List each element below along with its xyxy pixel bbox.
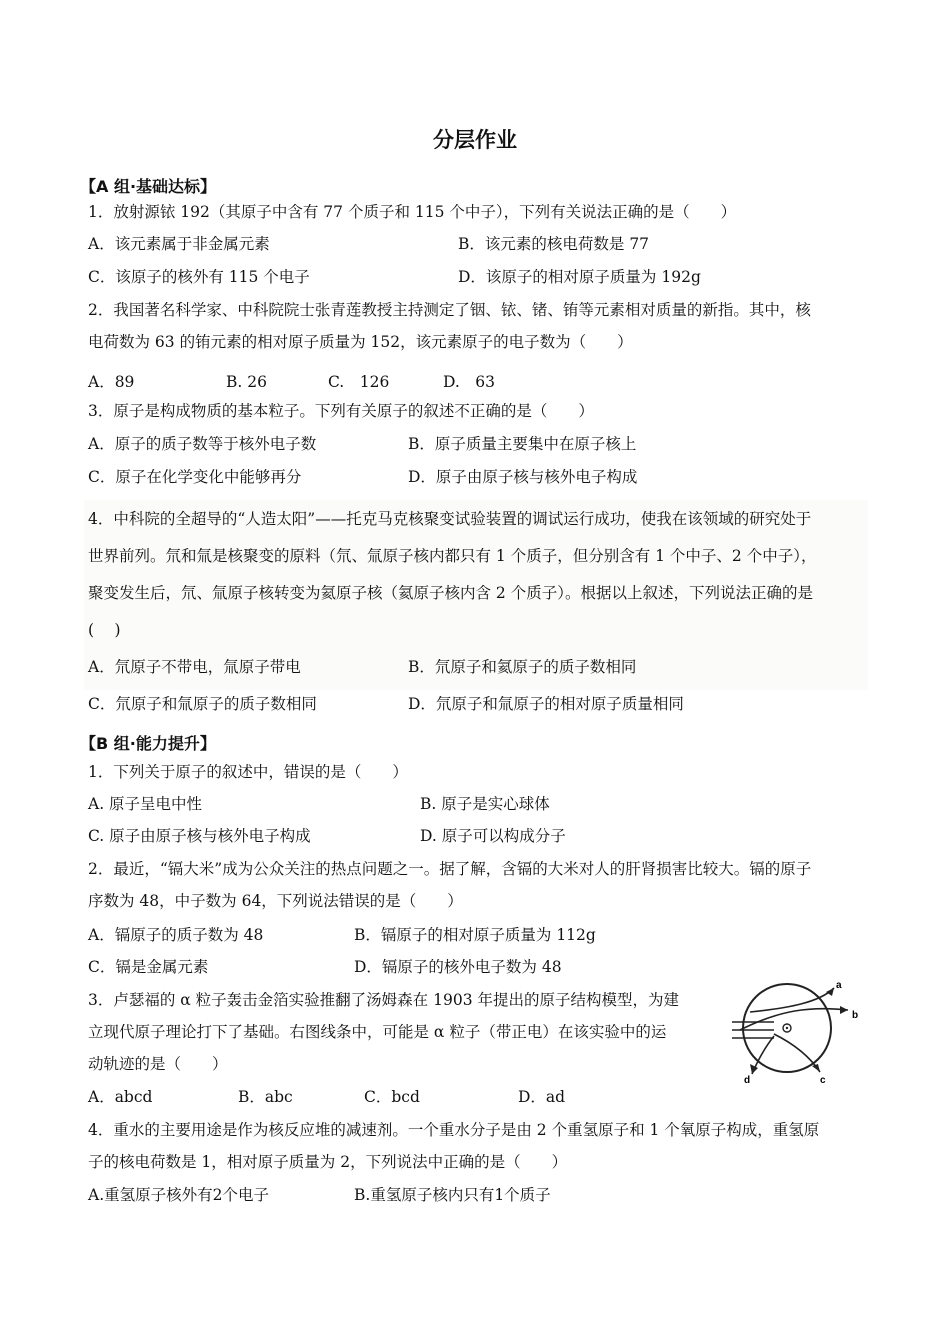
label-a: a [836, 980, 842, 991]
a-q1-option-c: C．该原子的核外有 115 个电子 [88, 268, 310, 286]
label-b: b [852, 1010, 859, 1021]
a-q2-stem-line-2: 电荷数为 63 的铕元素的相对原子质量为 152，该元素原子的电子数为（ ） [88, 333, 633, 351]
a-q2-option-b: B. 26 [226, 373, 267, 391]
b-q3-stem-line-3: 动轨迹的是（ ） [88, 1055, 228, 1073]
a-q2-option-c: C. 126 [328, 373, 390, 391]
b-q2-option-c: C．镉是金属元素 [88, 958, 209, 976]
nucleus-dot [786, 1027, 788, 1029]
a-q2-stem-line-1: 2．我国著名科学家、中科院院士张青莲教授主持测定了铟、铱、锗、铕等元素相对质量的新指。其中，核 [88, 301, 811, 319]
arrow-a [826, 988, 834, 996]
arrow-c [812, 1064, 820, 1072]
a-q4-option-b: B．氘原子和氦原子的质子数相同 [408, 658, 637, 676]
b-q4-stem-line-1: 4．重水的主要用途是作为核反应堆的减速剂。一个重水分子是由 2 个重氢原子和 1 个氧原子构成，重氢原 [88, 1121, 820, 1139]
b-q4-option-b: B.重氢原子核内只有1个质子 [354, 1186, 551, 1204]
a-q1-option-d: D．该原子的相对原子质量为 192g [458, 268, 701, 286]
b-q3-option-d: D．ad [518, 1088, 566, 1106]
a-q4-option-c: C．氘原子和氚原子的质子数相同 [88, 695, 317, 713]
b-q2-option-b: B．镉原子的相对原子质量为 112g [354, 926, 596, 944]
a-q3-option-c: C．原子在化学变化中能够再分 [88, 468, 302, 486]
a-q1-option-b: B．该元素的核电荷数是 77 [458, 235, 650, 253]
b-q2-stem-line-2: 序数为 48，中子数为 64，下列说法错误的是（ ） [88, 892, 463, 910]
b-q1-stem: 1．下列关于原子的叙述中，错误的是（ ） [88, 763, 408, 781]
section-b-heading: 【B 组·能力提升】 [80, 734, 216, 753]
b-q1-option-c: C. 原子由原子核与核外电子构成 [88, 827, 311, 845]
a-q3-option-a: A．原子的质子数等于核外电子数 [88, 435, 317, 453]
a-q3-option-b: B．原子质量主要集中在原子核上 [408, 435, 637, 453]
b-q3-stem-line-2: 立现代原子理论打下了基础。右图线条中，可能是 α 粒子（带正电）在该实验中的运 [88, 1023, 667, 1041]
b-q4-stem-line-2: 子的核电荷数是 1，相对原子质量为 2，下列说法中正确的是（ ） [88, 1153, 568, 1171]
a-q4-stem-line-3: 聚变发生后，氘、氚原子核转变为氦原子核（氦原子核内含 2 个质子）。根据以上叙述，下列说法正确的是 [88, 584, 813, 602]
arrow-b [840, 1006, 848, 1014]
a-q4-option-a: A．氘原子不带电，氚原子带电 [88, 658, 301, 676]
b-q1-option-d: D. 原子可以构成分子 [420, 827, 566, 845]
label-c: c [820, 1075, 826, 1086]
arrow-d [750, 1064, 758, 1074]
label-d: d [744, 1075, 751, 1086]
b-q3-option-c: C．bcd [364, 1088, 420, 1106]
section-a-heading: 【A 组·基础达标】 [80, 177, 217, 196]
b-q1-option-a: A. 原子呈电中性 [88, 795, 203, 813]
b-q3-stem-line-1: 3．卢瑟福的 α 粒子轰击金箔实验推翻了汤姆森在 1903 年提出的原子结构模型，为建 [88, 991, 679, 1009]
a-q4-stem-line-4: ( ) [88, 621, 121, 639]
b-q2-option-a: A．镉原子的质子数为 48 [88, 926, 264, 944]
b-q3-option-b: B．abc [238, 1088, 293, 1106]
a-q1-option-a: A．该元素属于非金属元素 [88, 235, 270, 253]
a-q2-option-a: A．89 [88, 373, 135, 391]
a-q2-option-d: D. 63 [443, 373, 496, 391]
a-q3-option-d: D．原子由原子核与核外电子构成 [408, 468, 638, 486]
a-q4-stem-line-1: 4．中科院的全超导的“人造太阳”——托克马克核聚变试验装置的调试运行成功，使我在该领域的研究处于 [88, 510, 812, 528]
b-q2-stem-line-1: 2．最近，“镉大米”成为公众关注的热点问题之一。据了解，含镉的大米对人的肝肾损害比较大。镉的原子 [88, 860, 812, 878]
a-q4-stem-line-2: 世界前列。氘和氚是核聚变的原料（氘、氚原子核内都只有 1 个质子，但分别含有 1 个中子、2 个中子）， [88, 547, 817, 565]
a-q1-stem: 1．放射源铱 192（其原子中含有 77 个质子和 115 个中子），下列有关说法正确的是（ ） [88, 203, 737, 221]
a-q3-stem: 3．原子是构成物质的基本粒子。下列有关原子的叙述不正确的是（ ） [88, 402, 594, 420]
a-q4-option-d: D．氘原子和氚原子的相对原子质量相同 [408, 695, 684, 713]
b-q2-option-d: D．镉原子的核外电子数为 48 [354, 958, 562, 976]
page-title: 分层作业 [433, 128, 517, 152]
b-q1-option-b: B. 原子是实心球体 [420, 795, 550, 813]
b-q3-option-a: A．abcd [88, 1088, 153, 1106]
alpha-scattering-diagram [730, 980, 870, 1086]
b-q4-option-a: A.重氢原子核外有2个电子 [88, 1186, 269, 1204]
